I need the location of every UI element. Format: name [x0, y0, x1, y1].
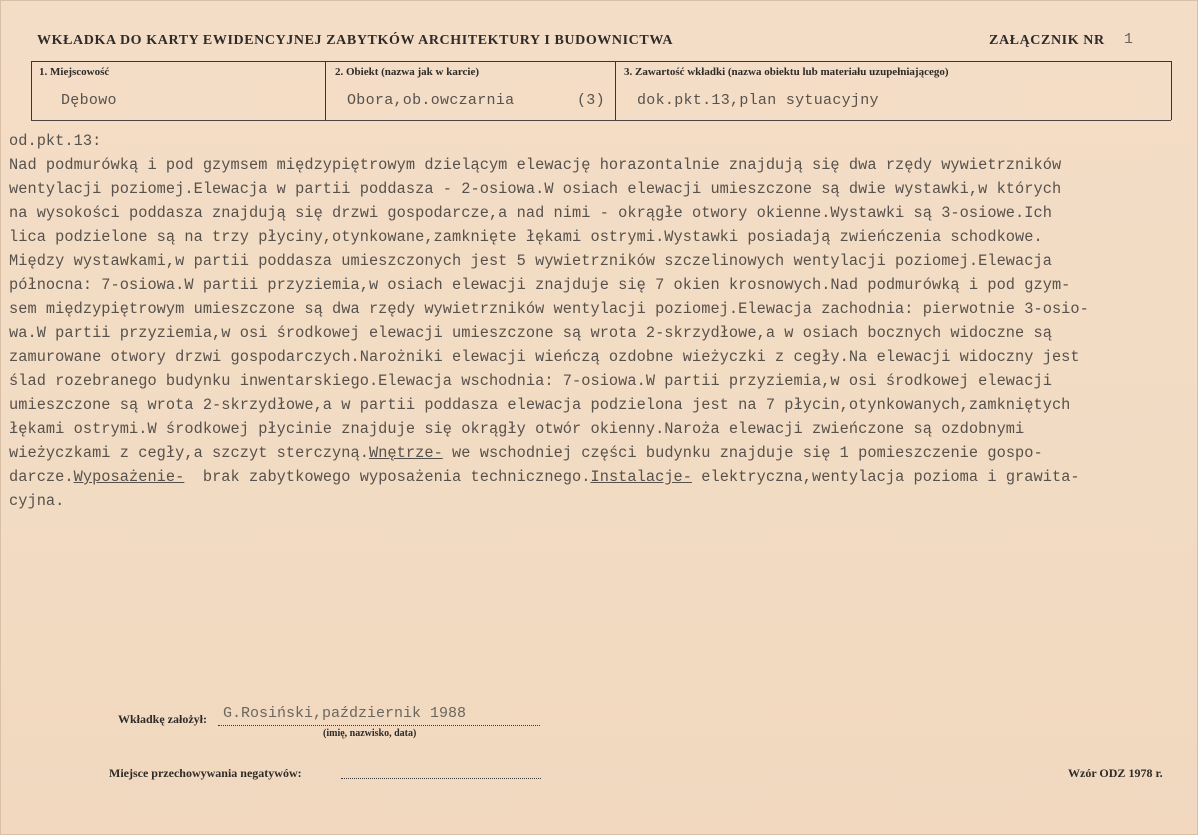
body-text: brak zabytkowego wyposażenia technicznego. [184, 468, 591, 486]
body-line: wentylacji poziomej.Elewacja w partii poddasza - 2-osiowa.W osiach elewacji umieszczone są dwie wystawki,w których [9, 180, 1062, 198]
heading-equipment: Wyposażenie- [73, 468, 185, 486]
body-line [9, 465, 1193, 489]
annex-label: ZAŁĄCZNIK NR [989, 33, 1105, 48]
field-divider [325, 61, 326, 120]
field-divider [615, 61, 616, 120]
field-locality-label: 1. Miejscowość [39, 66, 110, 78]
founder-label: Wkładkę założył: [118, 712, 207, 726]
body-line: lica podzielone są na trzy płyciny,otynkowane,zamknięte łękami ostrymi.Wystawki posiadają zwieńczenia schodkowe. [9, 228, 1043, 246]
body-line: wa.W partii przyziemia,w osi środkowej elewacji umieszczone są wrota 2-skrzydłowe,a w osiach bocznych widoczne są [9, 324, 1052, 342]
field-divider [31, 61, 32, 120]
body-line: umieszczone są wrota 2-skrzydłowe,a w partii poddasza elewacja podzielona jest na 7 płycin,otynkowanych,zamkniętych [9, 396, 1071, 414]
heading-interior: Wnętrze- [368, 444, 443, 462]
body-line: cyjna. [9, 492, 65, 510]
field-contents-value: dok.pkt.13,plan sytuacyjny [637, 92, 879, 109]
field-locality-value: Dębowo [61, 92, 117, 109]
body-text: elektryczna,wentylacja pozioma i grawita- [692, 468, 1080, 486]
description-text [9, 129, 1193, 513]
field-object-value: Obora,ob.owczarnia [347, 92, 515, 109]
founder-sublabel: (imię, nazwisko, data) [323, 728, 417, 739]
form-model: Wzór ODZ 1978 r. [1068, 766, 1163, 780]
heading-installations: Instalacje- [590, 468, 693, 486]
body-line: zamurowane otwory drzwi gospodarczych.Narożniki elewacji wieńczą ozdobne wieżyczki z cegły.Na elewacji widoczny jest [9, 348, 1080, 366]
body-line: północna: 7-osiowa.W partii przyziemia,w osiach elewacji znajduje się 7 okien krosnowych.Nad podmurówką i pod gzym- [9, 276, 1071, 294]
field-contents-label: 3. Zawartość wkładki (nazwa obiektu lub materiału uzupełniającego) [624, 66, 949, 78]
body-line: od.pkt.13: [9, 132, 102, 150]
header-top-rule [31, 61, 1171, 62]
field-object-number: (3) [577, 92, 605, 109]
founder-dotted-line [218, 725, 540, 726]
body-line: na wysokości poddasza znajdują się drzwi gospodarcze,a nad nimi - okrągłe otwory okienne.Wystawki są 3-osiowe.Ich [9, 204, 1052, 222]
body-text: darcze. [9, 468, 74, 486]
field-divider [1171, 61, 1172, 120]
body-line: Nad podmurówką i pod gzymsem międzypiętrowym dzielącym elewację horazontalnie znajdują się dwa rzędy wywietrzników [9, 156, 1062, 174]
body-line: sem międzypiętrowym umieszczone są dwa rzędy wywietrzników wentylacji poziomej.Elewacja zachodnia: pierwotnie 3-osio- [9, 300, 1089, 318]
body-line: ślad rozebranego budynku inwentarskiego.Elewacja wschodnia: 7-osiowa.W partii przyziemia,w osi środkowej elewacji [9, 372, 1052, 390]
annex-number: 1 [1124, 31, 1134, 48]
negatives-dotted-line [341, 778, 541, 779]
body-text: wieżyczkami z cegły,a szczyt sterczyną. [9, 444, 369, 462]
body-text: we wschodniej części budynku znajduje się 1 pomieszczenie gospo- [442, 444, 1043, 462]
body-line: łękami ostrymi.W środkowej płycinie znajduje się okrągły otwór okienny.Naroża elewacji zwieńczone są ozdobnymi [9, 420, 1025, 438]
negatives-label: Miejsce przechowywania negatywów: [109, 766, 302, 780]
body-line: Między wystawkami,w partii poddasza umieszczonych jest 5 wywietrzników szczelinowych wentylacji poziomej.Elewacja [9, 252, 1052, 270]
founder-value: G.Rosiński,październik 1988 [223, 705, 467, 722]
header-bottom-rule [31, 120, 1171, 121]
card-title: WKŁADKA DO KARTY EWIDENCYJNEJ ZABYTKÓW ARCHITEKTURY I BUDOWNICTWA [37, 33, 674, 48]
body-line [9, 441, 1193, 465]
field-object-label: 2. Obiekt (nazwa jak w karcie) [335, 66, 480, 78]
